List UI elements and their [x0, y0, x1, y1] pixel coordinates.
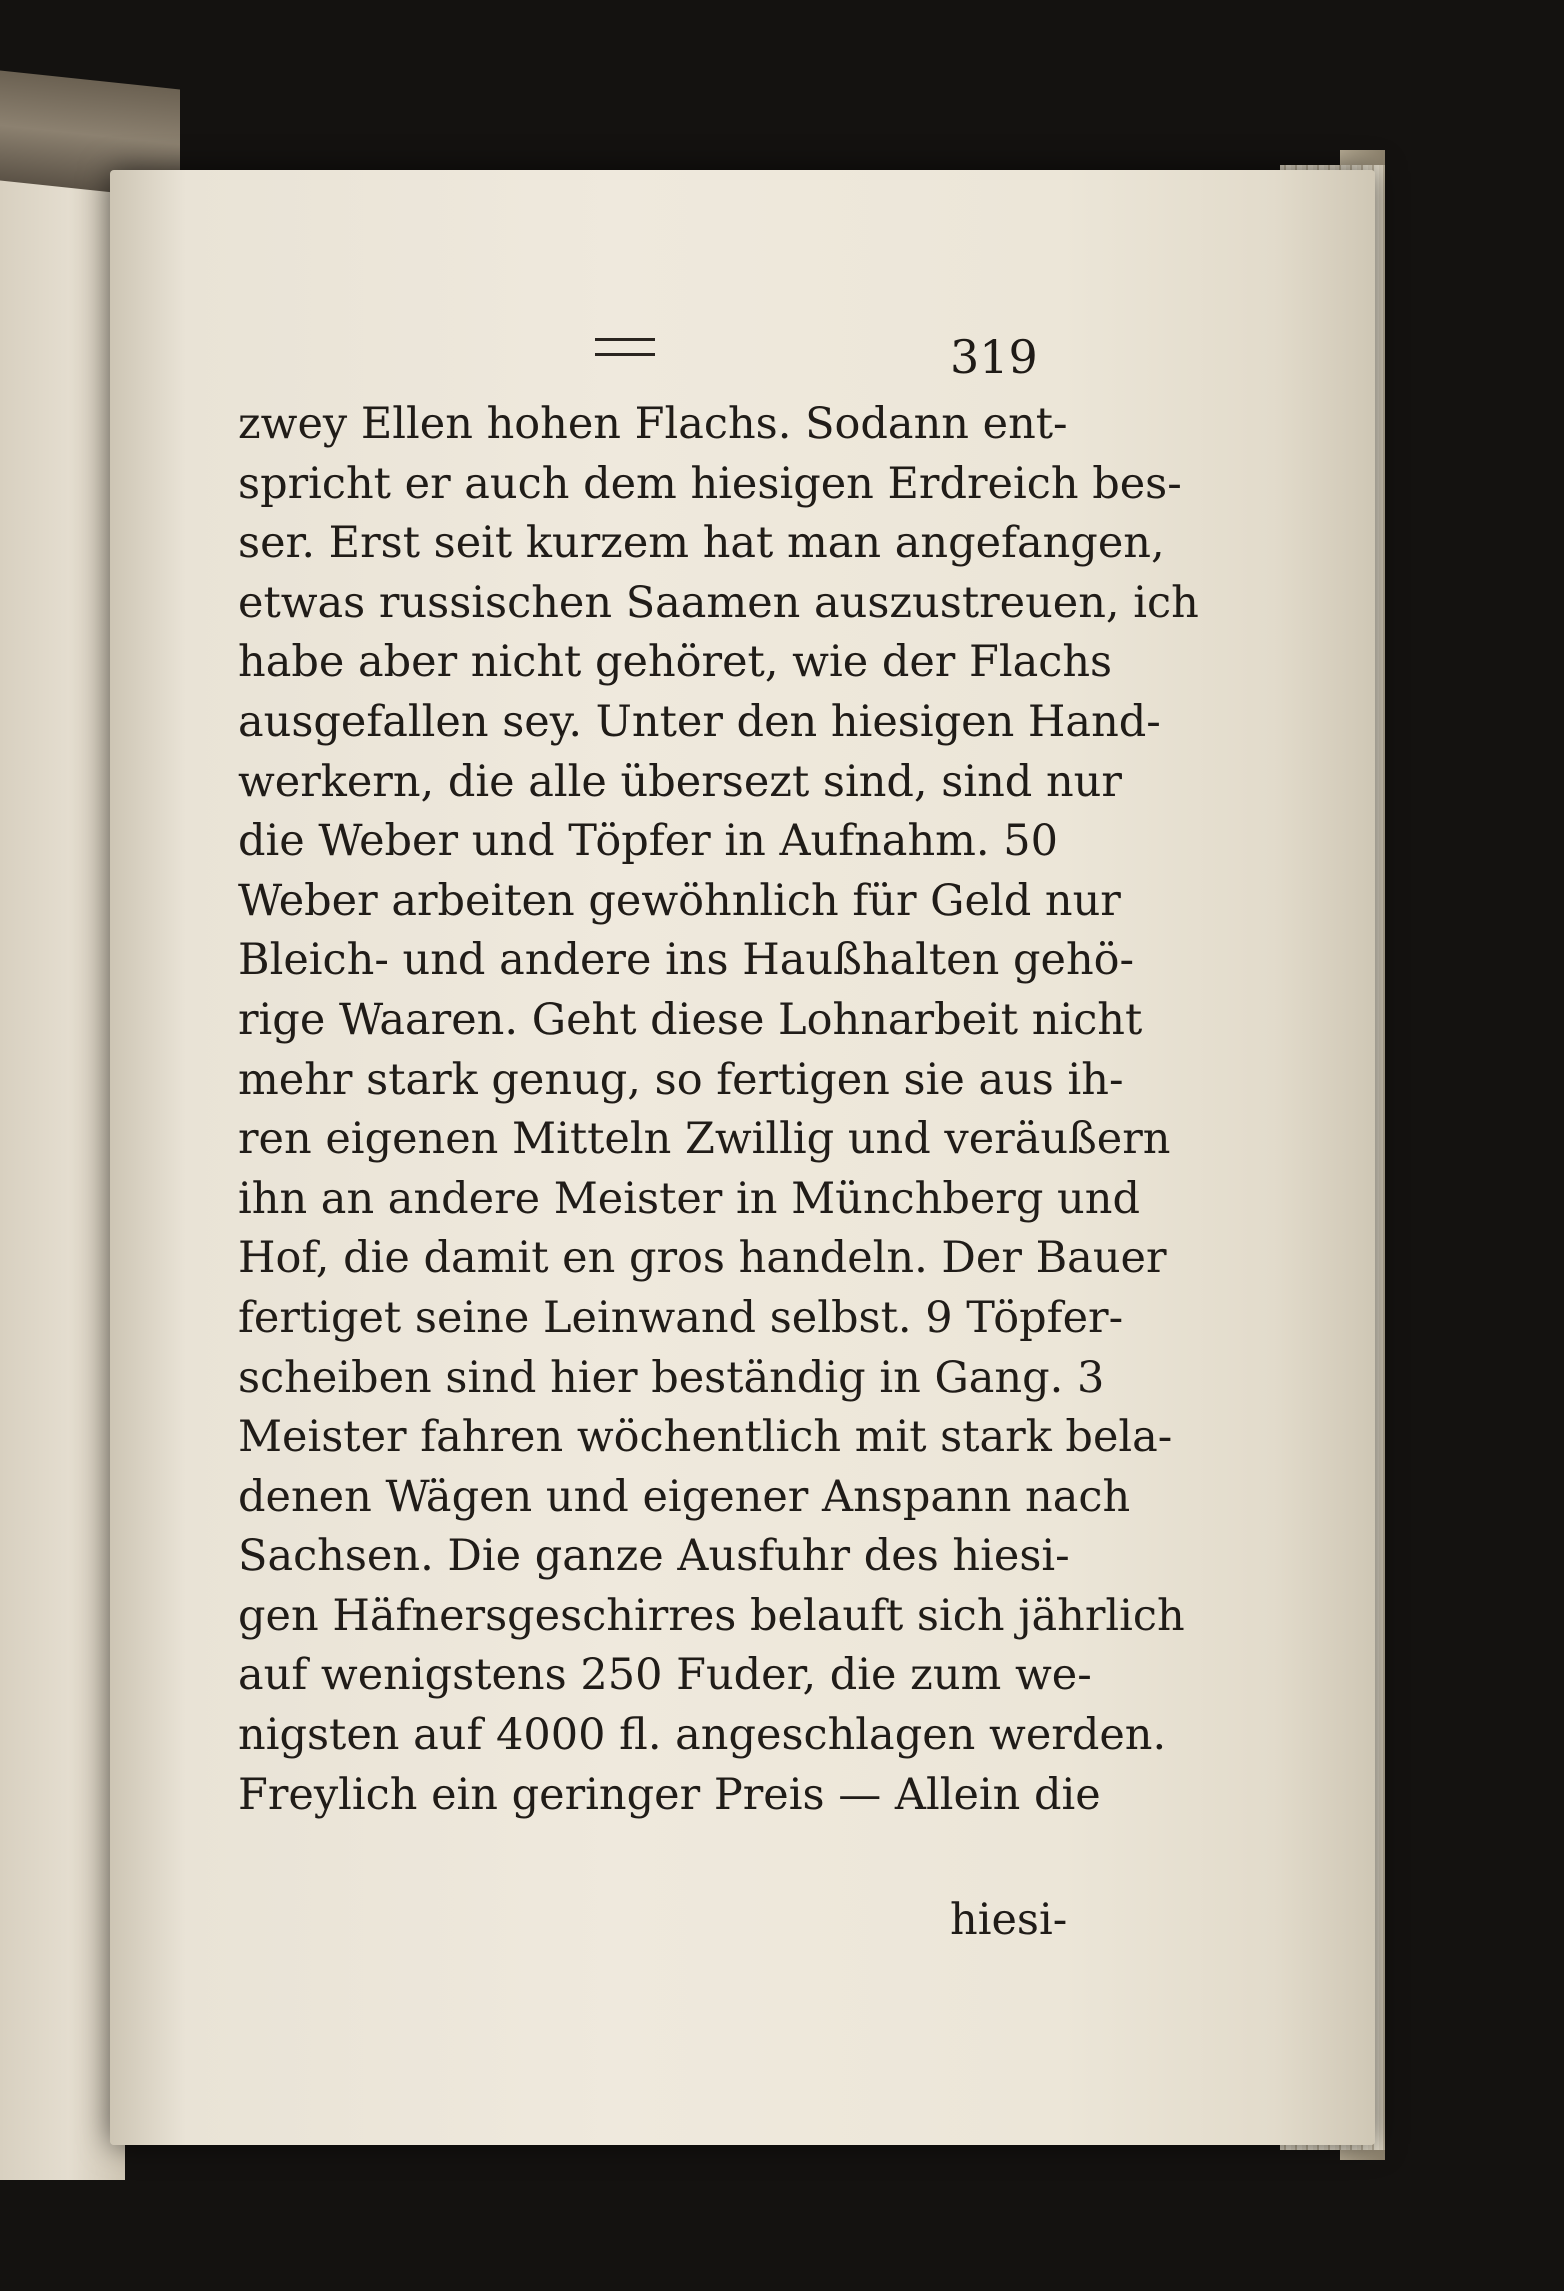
body-text	[238, 395, 1199, 1825]
text-line: ausgefallen sey. Unter den hiesigen Hand-	[238, 696, 1161, 747]
text-line: etwas russischen Saamen auszustreuen, ich	[238, 577, 1199, 628]
catchword: hiesi-	[950, 1895, 1068, 1945]
text-line: werkern, die alle übersezt sind, sind nur	[238, 756, 1122, 807]
text-line: gen Häfnersgeschirres belauft sich jährlich	[238, 1590, 1185, 1641]
text-line: ren eigenen Mitteln Zwillig und veräußern	[238, 1114, 1171, 1165]
text-line: ser. Erst seit kurzem hat man angefangen,	[238, 518, 1165, 569]
text-line: habe aber nicht gehöret, wie der Flachs	[238, 637, 1113, 688]
page-number: 319	[950, 330, 1038, 384]
text-line: spricht er auch dem hiesigen Erdreich bes-	[238, 458, 1182, 509]
text-line: die Weber und Töpfer in Aufnahm. 50	[238, 816, 1058, 867]
text-line: Freylich ein geringer Preis — Allein die	[238, 1769, 1101, 1820]
text-line: rige Waaren. Geht diese Lohnarbeit nicht	[238, 994, 1143, 1045]
text-line: Meister fahren wöchentlich mit stark bela-	[238, 1412, 1173, 1463]
text-line: mehr stark genug, so fertigen sie aus ih-	[238, 1054, 1124, 1105]
text-line: Hof, die damit en gros handeln. Der Bauer	[238, 1233, 1167, 1284]
text-line: nigsten auf 4000 fl. angeschlagen werden.	[238, 1710, 1167, 1761]
text-line: Sachsen. Die ganze Ausfuhr des hiesi-	[238, 1531, 1070, 1582]
text-line: Weber arbeiten gewöhnlich für Geld nur	[238, 875, 1121, 926]
text-line: Bleich- und andere ins Haußhalten gehö-	[238, 935, 1135, 986]
text-line: denen Wägen und eigener Anspann nach	[238, 1471, 1131, 1522]
text-line: scheiben sind hier beständig in Gang. 3	[238, 1352, 1105, 1403]
text-line: auf wenigstens 250 Fuder, die zum we-	[238, 1650, 1092, 1701]
text-line: ihn an andere Meister in Münchberg und	[238, 1173, 1140, 1224]
text-line: fertiget seine Leinwand selbst. 9 Töpfer-	[238, 1292, 1124, 1343]
left-page-edge	[0, 100, 125, 2180]
text-line: zwey Ellen hohen Flachs. Sodann ent-	[238, 399, 1068, 449]
running-head-rule	[595, 338, 655, 356]
